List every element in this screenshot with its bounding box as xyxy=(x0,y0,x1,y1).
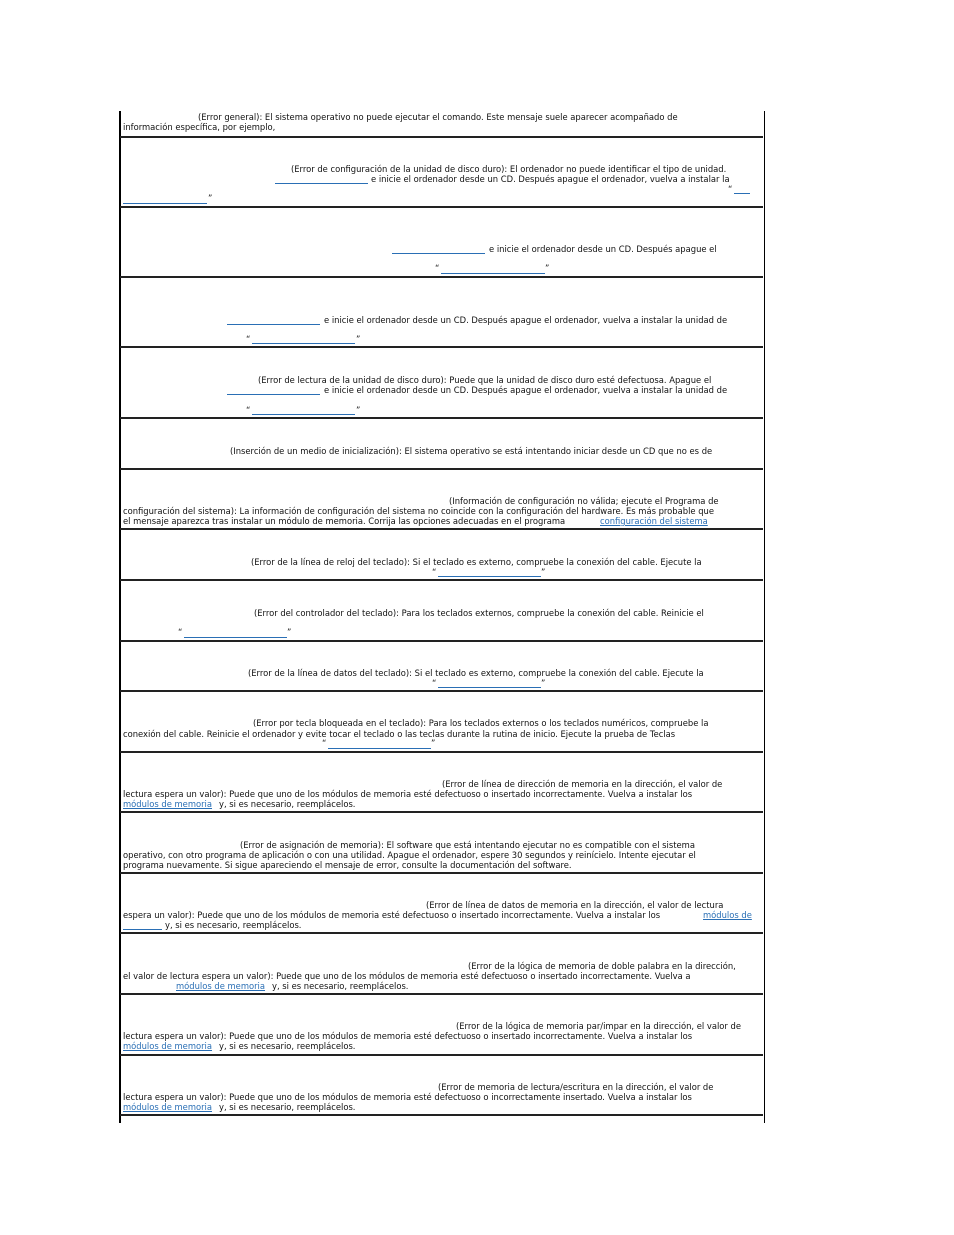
row-divider xyxy=(120,346,763,348)
row-text: lectura espera un valor): Puede que uno de los módulos de memoria esté defectuoso o insertado incorrectamente. Vuelva a instalar los xyxy=(123,1031,693,1041)
row-text: (Inserción de un medio de inicialización): El sistema operativo se está intentando iniciar desde un CD que no es de xyxy=(230,446,713,456)
close-quote: ” xyxy=(356,334,361,344)
row-text: configuración del sistema): La información de configuración del sistema no coincide con la configuración del hardware. Es más probable que xyxy=(123,506,714,516)
row-text: (Error de línea de datos de memoria en la dirección, el valor de lectura xyxy=(426,900,724,910)
row-text: y, si es necesario, reemplácelos. xyxy=(272,981,409,991)
link-placeholder[interactable] xyxy=(441,273,545,274)
close-quote: ” xyxy=(545,263,550,273)
row-text: espera un valor): Puede que uno de los módulos de memoria esté defectuoso o insertado incorrectamente. Vuelva a instalar los xyxy=(123,910,661,920)
link-placeholder[interactable] xyxy=(275,183,368,184)
link-placeholder[interactable] xyxy=(123,203,207,204)
row-text: (Error de la lógica de memoria par/impar en la dirección, el valor de xyxy=(456,1021,741,1031)
memory-modules-link[interactable]: módulos de memoria xyxy=(123,799,213,809)
row-divider xyxy=(120,579,763,581)
row-text: (Error de configuración de la unidad de disco duro): El ordenador no puede identificar el tipo de unidad. xyxy=(291,164,727,174)
row-divider xyxy=(120,640,763,642)
link-placeholder[interactable] xyxy=(227,324,320,325)
link-placeholder[interactable] xyxy=(438,687,541,688)
row-text: e inicie el ordenador desde un CD. Después apague el ordenador, vuelva a instalar la unidad de xyxy=(324,385,728,395)
link-placeholder[interactable] xyxy=(123,929,162,930)
row-text: lectura espera un valor): Puede que uno de los módulos de memoria esté defectuoso o incorrectamente insertado. Vuelva a instalar los xyxy=(123,1092,692,1102)
row-text: e inicie el ordenador desde un CD. Después apague el xyxy=(489,244,717,254)
row-text: (Error de lectura de la unidad de disco duro): Puede que la unidad de disco duro esté defectuosa. Apague el xyxy=(258,375,712,385)
memory-modules-link[interactable]: módulos de xyxy=(703,910,752,920)
row-text: información específica, por ejemplo, xyxy=(123,122,276,132)
memory-modules-link[interactable]: módulos de memoria xyxy=(123,1102,213,1112)
row-text: (Error general): El sistema operativo no puede ejecutar el comando. Este mensaje suele aparecer acompañado de xyxy=(198,112,678,122)
open-quote: “ xyxy=(246,405,251,415)
memory-modules-link[interactable]: módulos de memoria xyxy=(176,981,266,991)
open-quote: “ xyxy=(246,334,251,344)
system-setup-link[interactable]: configuración del sistema xyxy=(600,516,708,526)
row-divider xyxy=(120,690,763,692)
row-text: el valor de lectura espera un valor): Puede que uno de los módulos de memoria esté defectuoso o insertado incorrectamente. Vuelva a xyxy=(123,971,691,981)
row-text: e inicie el ordenador desde un CD. Después apague el ordenador, vuelva a instalar la xyxy=(371,174,730,184)
link-placeholder[interactable] xyxy=(438,576,541,577)
open-quote: “ xyxy=(435,263,440,273)
row-text: (Error de línea de dirección de memoria en la dirección, el valor de xyxy=(442,779,723,789)
row-text: el mensaje aparezca tras instalar un módulo de memoria. Corrija las opciones adecuadas en el programa xyxy=(123,516,566,526)
open-quote: “ xyxy=(322,738,327,748)
row-text: (Error de la línea de reloj del teclado): Si el teclado es externo, compruebe la conexión del cable. Ejecute la xyxy=(251,557,702,567)
row-text: y, si es necesario, reemplácelos. xyxy=(219,1102,356,1112)
row-text: (Error de asignación de memoria): El software que está intentando ejecutar no es compatible con el sistema xyxy=(240,840,695,850)
close-quote: ” xyxy=(287,627,292,637)
row-text: operativo, con otro programa de aplicación o con una utilidad. Apague el ordenador, espere 30 segundos y reinícielo. Intente ejecutar el xyxy=(123,850,696,860)
close-quote: ” xyxy=(431,738,436,748)
row-text: (Error del controlador del teclado): Para los teclados externos, compruebe la conexión del cable. Reinicie el xyxy=(254,608,704,618)
row-divider xyxy=(120,276,763,278)
row-text: y, si es necesario, reemplácelos. xyxy=(219,1041,356,1051)
link-placeholder[interactable] xyxy=(252,343,355,344)
memory-modules-link[interactable]: módulos de memoria xyxy=(123,1041,213,1051)
row-divider xyxy=(120,528,763,530)
row-text: (Error de memoria de lectura/escritura en la dirección, el valor de xyxy=(438,1082,714,1092)
link-placeholder[interactable] xyxy=(734,193,750,194)
row-divider xyxy=(120,206,763,208)
link-placeholder[interactable] xyxy=(392,253,485,254)
row-text: (Error de la línea de datos del teclado): Si el teclado es externo, compruebe la conexión del cable. Ejecute la xyxy=(248,668,704,678)
row-divider xyxy=(120,872,763,874)
row-divider xyxy=(120,811,763,813)
row-text: lectura espera un valor): Puede que uno de los módulos de memoria esté defectuoso o insertado incorrectamente. Vuelva a instalar los xyxy=(123,789,693,799)
close-quote: ” xyxy=(541,567,546,577)
row-text: y, si es necesario, reemplácelos. xyxy=(219,799,356,809)
close-quote: ” xyxy=(541,678,546,688)
close-quote: ” xyxy=(356,405,361,415)
row-text: (Error por tecla bloqueada en el teclado): Para los teclados externos o los teclados numéricos, compruebe la xyxy=(253,718,709,728)
row-divider xyxy=(120,932,763,934)
link-placeholder[interactable] xyxy=(252,414,355,415)
row-divider xyxy=(120,1114,763,1116)
row-text: (Información de configuración no válida; ejecute el Programa de xyxy=(449,496,719,506)
row-text: (Error de la lógica de memoria de doble palabra en la dirección, xyxy=(468,961,736,971)
row-divider xyxy=(120,751,763,753)
open-quote: “ xyxy=(432,567,437,577)
row-divider xyxy=(120,1054,763,1056)
link-placeholder[interactable] xyxy=(227,394,320,395)
row-text: e inicie el ordenador desde un CD. Después apague el ordenador, vuelva a instalar la unidad de xyxy=(324,315,728,325)
row-divider xyxy=(120,136,763,138)
open-quote: “ xyxy=(432,678,437,688)
row-text: y, si es necesario, reemplácelos. xyxy=(165,920,302,930)
row-divider xyxy=(120,993,763,995)
open-quote: “ xyxy=(728,184,733,194)
row-text: programa nuevamente. Si sigue apareciendo el mensaje de error, consulte la documentación del software. xyxy=(123,860,572,870)
row-divider xyxy=(120,468,763,470)
open-quote: “ xyxy=(178,627,183,637)
close-quote: ” xyxy=(208,193,213,203)
row-text: conexión del cable. Reinicie el ordenador y evite tocar el teclado o las teclas durante la rutina de inicio. Ejecute la prueba de Teclas xyxy=(123,729,676,739)
link-placeholder[interactable] xyxy=(184,637,287,638)
row-divider xyxy=(120,417,763,419)
link-placeholder[interactable] xyxy=(328,748,431,749)
